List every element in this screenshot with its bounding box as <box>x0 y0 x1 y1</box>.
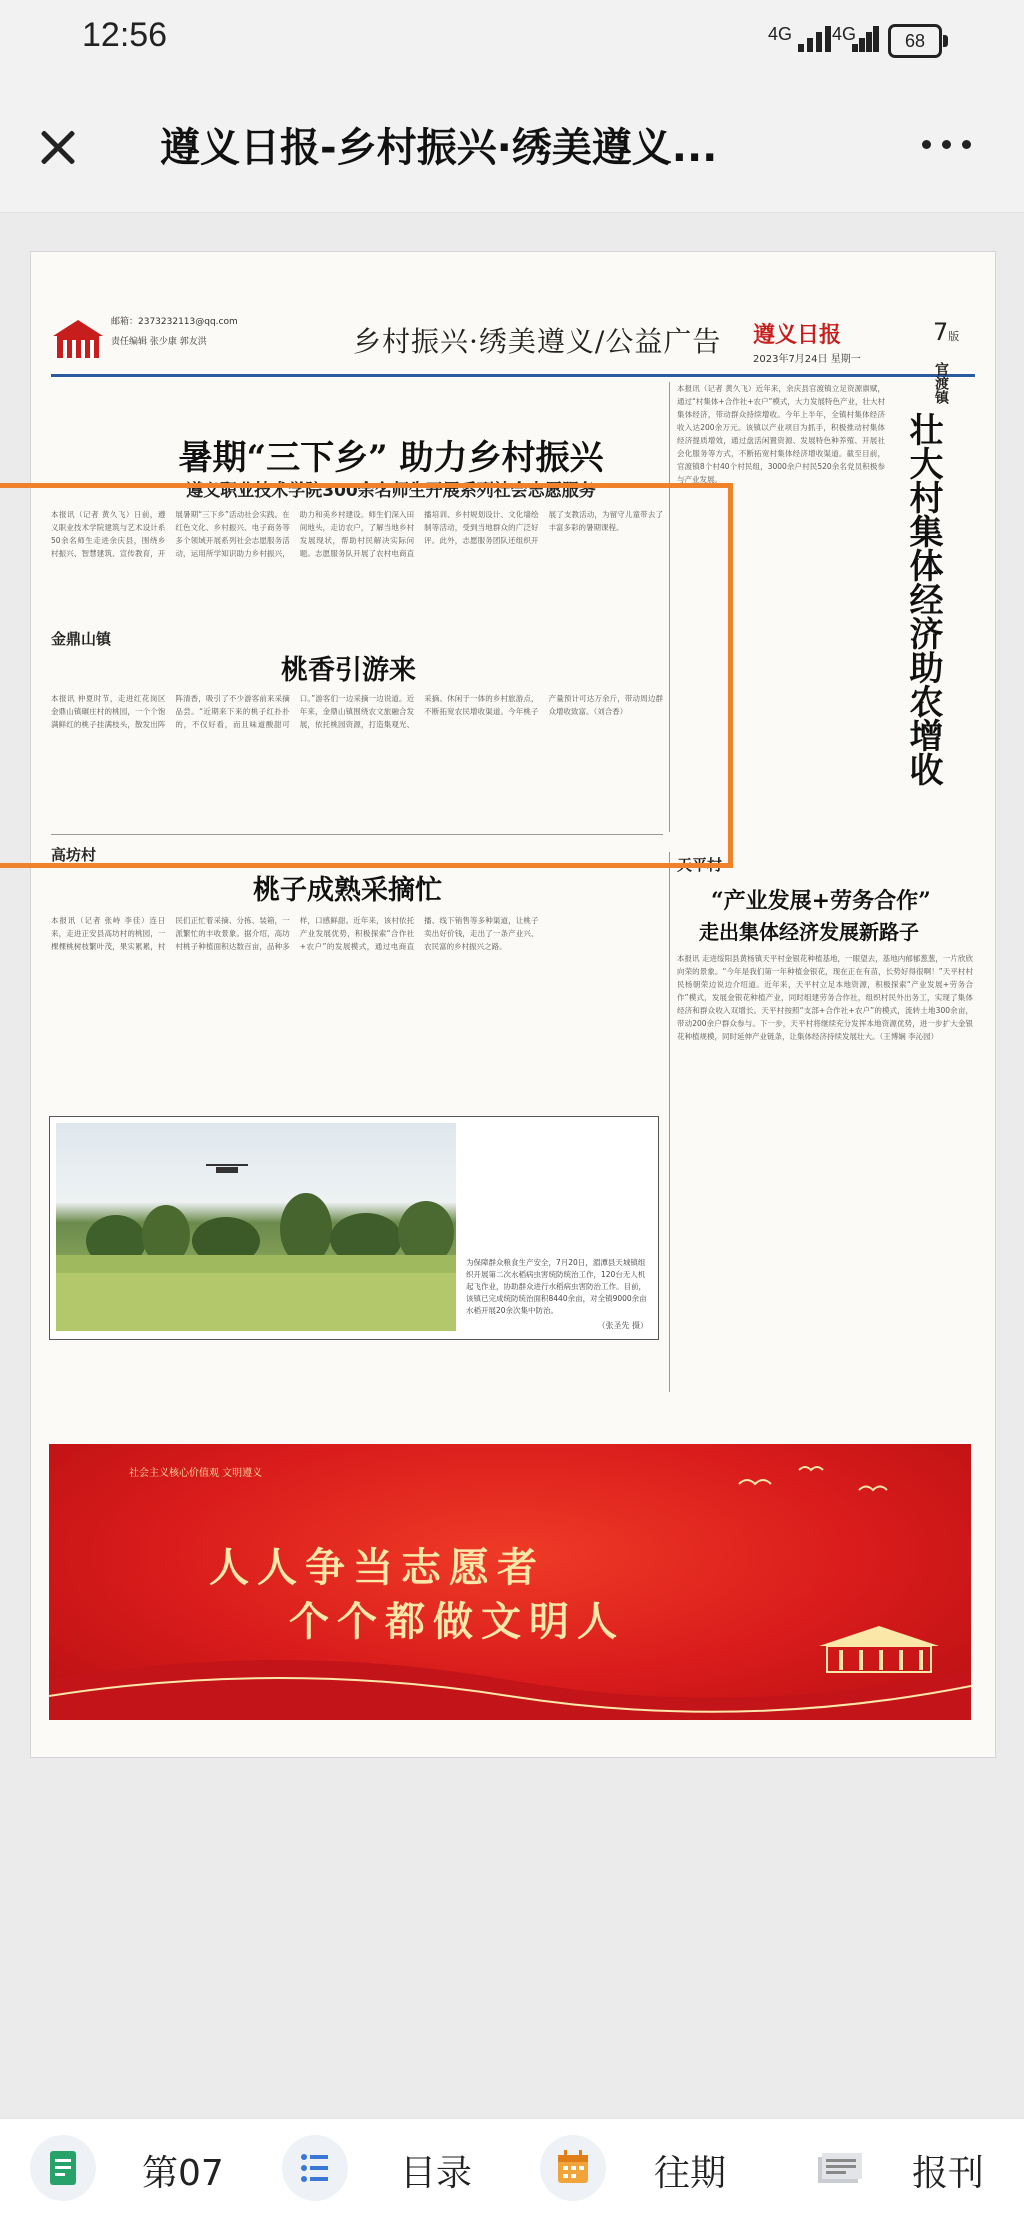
editor-email: 邮箱：2373232113@qq.com <box>111 317 238 327</box>
responsible-editor: 责任编辑 张少康 郭友洪 <box>111 337 207 347</box>
article1-body: 本报讯（记者 黄久飞）日前，遵义职业技术学院建筑与艺术设计系50余名师生走进余庆县，围绕乡村振兴、智慧建筑、宣传教育，开展暑期“三下乡”活动社会实践。在红色文化、乡村振兴、电子商务等多个领域开展系列社会志愿服务活动，运用所学知识助力乡村振兴，助力和美乡村建设。师生们深入田间地头，走访农户，了解当地乡村发展现状，帮助村民解决实际问题。志愿服务队开展了农村电商直播培训、乡村规划设计、文化墙绘制等活动，受到当地群众的广泛好评。此外，志愿服务团队还组织开展了支教活动，为留守儿童带去了丰富多彩的暑期课程。 <box>51 510 663 558</box>
bottom-navigation <box>0 2118 1024 2219</box>
building-icon <box>809 1620 949 1680</box>
signal-label-2: 4G <box>832 24 857 44</box>
banner-slogan-line1: 人人争当志愿者 <box>209 1544 545 1591</box>
status-bar <box>0 0 1024 80</box>
past-issues-button[interactable] <box>540 2119 760 2219</box>
article3-body: 本报讯（记者 张峙 李佳）连日来，走进正安县高坊村的桃园，一棵棵桃树枝繁叶茂，果实累累，村民们正忙着采摘、分拣、装箱，一派繁忙的丰收景象。据介绍，高坊村桃子种植面积达数百亩，品种多样，口感鲜甜。近年来，该村依托产业发展优势，积极探索“合作社+农户”的发展模式，通过电商直播、线下销售等多种渠道，让桃子卖出好价钱，走出了一条产业兴、农民富的乡村振兴之路。 <box>51 916 539 951</box>
article-divider <box>51 834 663 835</box>
drone-icon <box>206 1165 248 1173</box>
article2-body: 本报讯 仲夏时节，走进红花岗区金鼎山镇碾庄村的桃园，一个个饱满鲜红的桃子挂满枝头，散发出阵阵清香，吸引了不少游客前来采摘品尝。“近期来下来的桃子红扑扑的，不仅好看，而且味道酸甜可口。”游客们一边采摘一边说道。近年来，金鼎山镇围绕农文旅融合发展，依托桃园资源，打造集观光、采摘、休闲于一体的乡村旅游点，不断拓宽农民增收渠道。今年桃子产量预计可达万余斤，带动周边群众增收致富。（刘合香） <box>51 694 663 729</box>
public-service-ad[interactable] <box>49 1444 971 1720</box>
rice-field-photo <box>56 1123 456 1331</box>
side-article-title[interactable]: 壮大村集体经济助农增收 <box>903 412 943 786</box>
page-icon <box>30 2135 96 2201</box>
news-photo[interactable] <box>49 1116 659 1340</box>
page-number: 7版 <box>933 318 960 346</box>
banner-slogan-line2: 个个都做文明人 <box>289 1598 625 1645</box>
newspapers-label: 报刊 <box>912 2153 985 2194</box>
article4-title[interactable]: “产业发展+劳务合作” <box>711 888 931 914</box>
photo-caption: 为保障群众粮食生产安全，7月20日，湄潭县天城镇组织开展第二次水稻病虫害统防统治工作，120台无人机起飞作业，协助群众进行水稻病虫害防治工作。目前，该镇已完成统防统治面积8440余亩，对全镇9000余亩水稻开展20余次集中防治。 <box>466 1258 647 1315</box>
article3-title[interactable]: 桃子成熟采摘忙 <box>253 875 442 906</box>
table-of-contents-button[interactable] <box>282 2119 502 2219</box>
newspaper-icon <box>808 2135 874 2201</box>
section-label-tianping: 天平村 <box>677 856 723 874</box>
masthead <box>53 314 973 372</box>
battery-icon: 68 <box>888 24 942 58</box>
title-bar <box>0 80 1024 213</box>
article4-body: 本报讯 走进绥阳县黄杨镇天平村金银花种植基地，一眼望去，基地内郁郁葱葱，一片欣欣向荣的景象。“今年是我们第一年种植金银花，现在正在有苗，长势好得很啊！”天平村村民杨朝荣边说边介绍道。近年来，天平村立足本地资源，积极探索“产业发展+劳务合作”模式，发展金银花种植产业，同时组建劳务合作社，组织村民外出务工，实现了集体经济和群众收入双增长。天平村按照“支部+合作社+农户”的模式，流转土地300余亩，带动200余户群众参与。下一步，天平村将继续充分发挥本地资源优势，进一步扩大金银花种植规模，同时延伸产业链条，让集体经济持续发展壮大。（王博娴 李沁园） <box>677 954 973 1041</box>
article2-title[interactable]: 桃香引游来 <box>281 655 416 686</box>
newspaper-logo-icon <box>53 318 103 362</box>
page-title: 遵义日报-乡村振兴·绣美遵义... <box>160 125 718 171</box>
status-time: 12:56 <box>82 16 168 54</box>
banner-logo-text: 社会主义核心价值观 文明遵义 <box>129 1468 263 1479</box>
newspapers-button[interactable] <box>808 2119 1008 2219</box>
birds-icon <box>729 1454 929 1514</box>
masthead-divider <box>51 374 975 377</box>
signal-label-1: 4G <box>768 24 793 44</box>
more-options-icon[interactable] <box>918 124 978 164</box>
section-label-jindingshan: 金鼎山镇 <box>51 630 112 648</box>
newspaper-viewer[interactable] <box>0 213 1024 2133</box>
paper-date: 2023年7月24日 星期一 <box>753 354 861 365</box>
current-page-button[interactable] <box>30 2119 250 2219</box>
newspaper-page[interactable] <box>30 251 996 1758</box>
article1-title[interactable]: 暑期“三下乡” 助力乡村振兴 <box>178 438 604 478</box>
close-icon[interactable] <box>30 120 86 176</box>
drone-field-illustration <box>56 1123 456 1331</box>
section-label-guandu: 官渡镇 <box>933 362 949 404</box>
paper-name: 遵义日报 <box>753 322 842 348</box>
page-section-headline: 乡村振兴·绣美遵义/公益广告 <box>353 325 722 358</box>
side-article-body: 本报讯（记者 黄久飞）近年来，余庆县官渡镇立足资源禀赋，通过“村集体+合作社+农户”模式，大力发展特色产业，壮大村集体经济，带动群众持续增收。今年上半年，全镇村集体经济收入达200余万元。该镇以产业项目为抓手，积极推动村集体经济提质增效，通过盘活闲置资源、发展特色种养殖、开展社会化服务等方式，不断拓宽村集体经济增收渠道。截至目前，官渡镇8个村40个村民组，3000余户村民520余名党员积极参与产业发展。 <box>677 384 885 484</box>
column-divider <box>669 382 670 832</box>
section-label-gaofang: 高坊村 <box>51 846 97 864</box>
signal-2-icon <box>852 24 880 52</box>
list-icon <box>282 2135 348 2201</box>
current-page-label: 第07 <box>142 2153 224 2194</box>
calendar-icon <box>540 2135 606 2201</box>
article4-subtitle: 走出集体经济发展新路子 <box>699 920 919 944</box>
past-issues-label: 往期 <box>654 2153 727 2194</box>
column-divider-lower <box>669 852 670 1392</box>
table-of-contents-label: 目录 <box>400 2153 473 2194</box>
signal-1-icon <box>798 24 834 52</box>
photo-credit: （张圣先 摄） <box>597 1321 648 1330</box>
article1-subtitle: 遵义职业技术学院300余名师生开展系列社会志愿服务 <box>186 481 596 501</box>
